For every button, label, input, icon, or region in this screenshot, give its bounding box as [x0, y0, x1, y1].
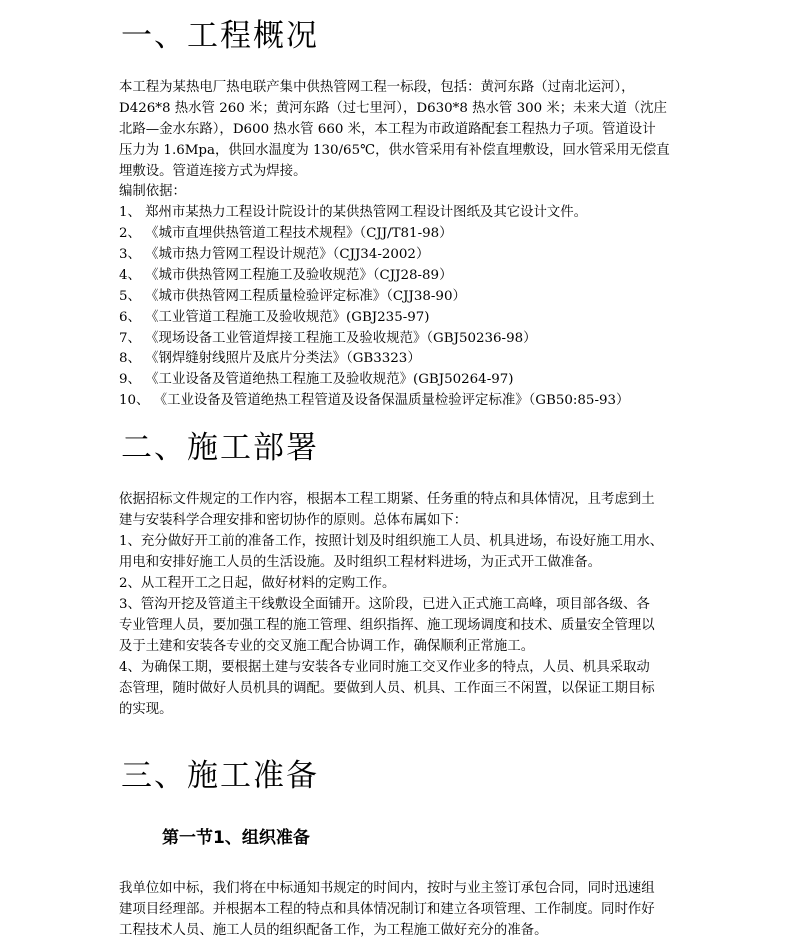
text-line: 1、充分做好开工前的准备工作，按照计划及时组织施工人员、机具进场，布设好施工用水、 [119, 534, 664, 549]
text-line: 用电和安排好施工人员的生活设施。及时组织工程材料进场，为正式开工做准备。 [119, 555, 602, 570]
list-item: 8、 《钢焊缝射线照片及底片分类法》（GB3323） [119, 351, 421, 366]
text-line: 埋敷设。管道连接方式为焊接。 [119, 164, 307, 179]
list-item: 3、 《城市热力管网工程设计规范》（CJJ34-2002） [119, 247, 430, 262]
subsection-title: 第一节1、组织准备 [162, 828, 310, 848]
text-line: 我单位如中标，我们将在中标通知书规定的时间内，按时与业主签订承包合同，同时迅速组 [119, 881, 655, 896]
text-line: 的实现。 [119, 702, 173, 717]
list-item: 4、 《城市供热管网工程施工及验收规范》（CJJ28-89） [119, 268, 453, 283]
text-line: 建项目经理部。并根据本工程的特点和具体情况制订和建立各项管理、工作制度。同时作好 [119, 902, 655, 917]
list-item: 10、 《工业设备及管道绝热工程管道及设备保温质量检验评定标准》（GB50:85-93） [119, 393, 630, 408]
text-line: 3、管沟开挖及管道主干线敷设全面铺开。这阶段，已进入正式施工高峰，项目部各级、各 [119, 597, 650, 612]
list-item: 2、 《城市直埋供热管道工程技术规程》（CJJ/T81-98） [119, 226, 453, 241]
text-line: 压力为 1.6Mpa，供回水温度为 130/65℃，供水管采用有补偿直埋敷设，回水管采用无偿直 [119, 143, 670, 158]
text-line: 专业管理人员，要加强工程的施工管理、组织指挥、施工现场调度和技术、质量安全管理以 [119, 618, 655, 633]
list-item: 7、 《现场设备工业管道焊接工程施工及验收规范》（GBJ50236-98） [119, 331, 537, 346]
list-item: 6、 《工业管道工程施工及验收规范》(GBJ235-97) [119, 310, 430, 325]
list-item: 1、 郑州市某热力工程设计院设计的某供热管网工程设计图纸及其它设计文件。 [119, 205, 588, 220]
list-item: 9、 《工业设备及管道绝热工程施工及验收规范》(GBJ50264-97) [119, 372, 514, 387]
text-line: 态管理，随时做好人员机具的调配。要做到人员、机具、工作面三不闲置，以保证工期目标 [119, 681, 655, 696]
text-line: 及于土建和安装各专业的交叉施工配合协调工作，确保顺利正常施工。 [119, 639, 535, 654]
text-line: 本工程为某热电厂热电联产集中供热管网工程一标段，包括：黄河东路（过南北运河）， [119, 80, 635, 95]
text-line: 依据招标文件规定的工作内容，根据本工程工期紧、任务重的特点和具体情况，且考虑到土 [119, 492, 655, 507]
text-line: D426*8 热水管 260 米；黄河东路（过七里河），D630*8 热水管 300 米；未来大道（沈庄 [119, 101, 667, 116]
text-line: 北路—金水东路），D600 热水管 660 米，本工程为市政道路配套工程热力子项。管道设计 [119, 122, 656, 137]
text-line: 2、从工程开工之日起，做好材料的定购工作。 [119, 576, 396, 591]
section-title-deployment: 二、施工部署 [121, 430, 319, 466]
section-title-overview: 一、工程概况 [121, 18, 319, 54]
basis-label: 编制依据： [119, 184, 186, 199]
section-title-preparation: 三、施工准备 [121, 758, 319, 794]
text-line: 工程技术人员、施工人员的组织配备工作，为工程施工做好充分的准备。 [119, 923, 548, 938]
list-item: 5、 《城市供热管网工程质量检验评定标准》（CJJ38-90） [119, 289, 466, 304]
text-line: 建与安装科学合理安排和密切协作的原则。总体布属如下： [119, 513, 468, 528]
text-line: 4、为确保工期，要根据土建与安装各专业同时施工交叉作业多的特点，人员、机具采取动 [119, 660, 650, 675]
